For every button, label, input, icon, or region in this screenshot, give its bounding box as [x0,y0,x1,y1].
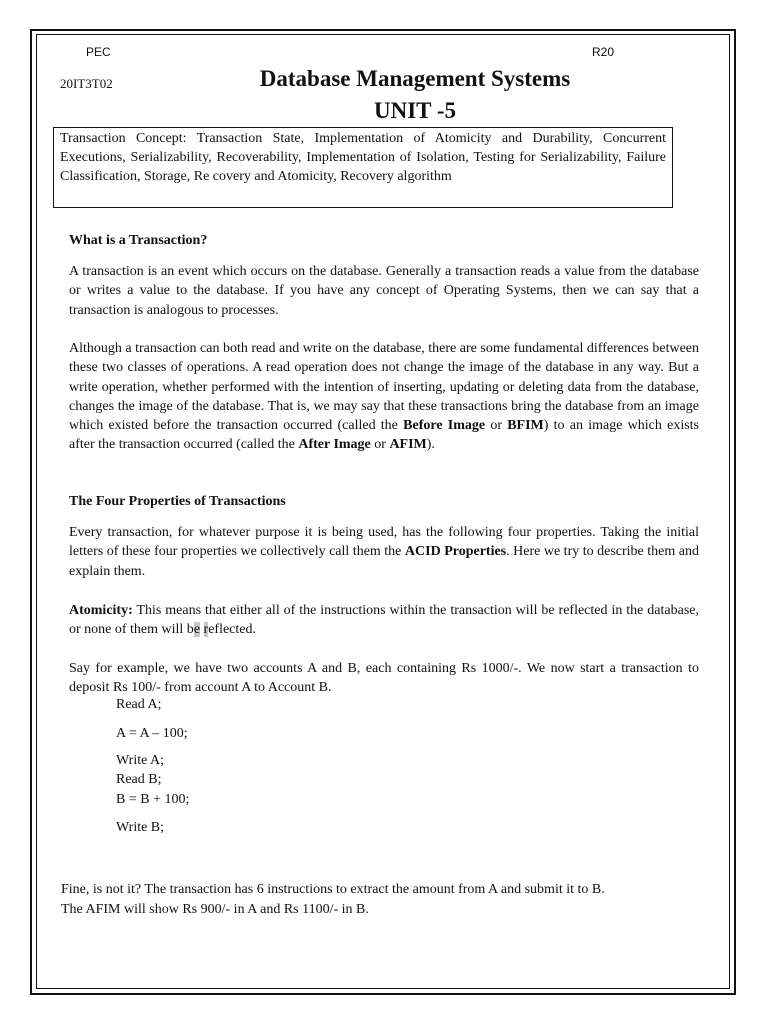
section-heading-properties: The Four Properties of Transactions [69,494,286,509]
para-text: ) to an image which exists after the transaction occurred (called the [69,418,699,453]
code-line: Read B; [116,772,162,787]
code-line: Write A; [116,753,165,768]
para-text: . Here we try to describe them and explain them. [69,544,699,579]
term-bfim: BFIM [507,418,544,434]
topics-text: Transaction Concept: Transaction State, Implementation of Atomicity and Durability, Concurrent Executions, Serializability, Recoverability, Implementation of Isolation, Testing for Serializability, Failure Classification, Storage, Re covery and Atomicity, Recovery algorithm [60,131,666,184]
section-heading-transaction: What is a Transaction? [69,233,208,248]
para-text: This means that either all of the instructions within the transaction will be reflected in the database, or none of them will b [69,603,699,638]
footer-line-2: The AFIM will show Rs 900/- in A and Rs 1100/- in B. [61,902,369,917]
term-afim: AFIM [389,437,427,453]
para-text: Every transaction, for whatever purpose it is being used, has the following four properties. Taking the initial letters of these four properties we collectively call them the [69,525,699,560]
term-after-image: After Image [298,437,371,453]
course-code: 20IT3T02 [60,76,113,91]
paragraph-read-write [69,339,699,455]
para-text: ). [426,437,435,453]
paragraph-acid-intro [69,523,699,581]
header-left-tag: PEC [86,45,111,59]
code-line: Read A; [116,697,162,712]
term-acid: ACID Properties [404,544,507,560]
paragraph-transaction-intro: A transaction is an event which occurs on the database. Generally a transaction reads a value from the database or writes a value to the database. If you have any concept of Operating Systems, then we can say that a transaction is analogous to processes. [69,264,699,318]
para-text: or [370,437,390,453]
topics-box [53,127,673,208]
para-text: eflected. [208,622,256,638]
para-text: Although a transaction can both read and write on the database, there are some fundamental differences between these two classes of operations. A read operation does not change the image of the database in any way. But a write operation, whether performed with the intention of inserting, updating or deleting data from the database, changes the image of the database. That is, we may say that these transactions bring the database from an image which existed before the transaction occurred (called the [69,341,699,434]
text-selection-highlight: e [193,622,201,638]
code-line: B = B + 100; [116,792,190,807]
code-line: A = A – 100; [116,726,188,741]
page-title: Database Management Systems [259,66,571,91]
header-right-tag: R20 [592,45,615,59]
footer-line-1: Fine, is not it? The transaction has 6 instructions to extract the amount from A and submit it to B. [61,882,605,897]
code-line: Write B; [116,820,165,835]
term-before-image: Before Image [403,418,486,434]
term-atomicity: Atomicity: [69,603,133,618]
para-text: or [485,418,508,434]
paragraph-atomicity [69,601,699,640]
paragraph-example: Say for example, we have two accounts A and B, each containing Rs 1000/-. We now start a transaction to deposit Rs 100/- from account A to Account B. [69,661,699,696]
para-text [200,622,204,637]
unit-title: UNIT -5 [373,98,456,123]
text-selection-highlight: r [203,622,209,638]
